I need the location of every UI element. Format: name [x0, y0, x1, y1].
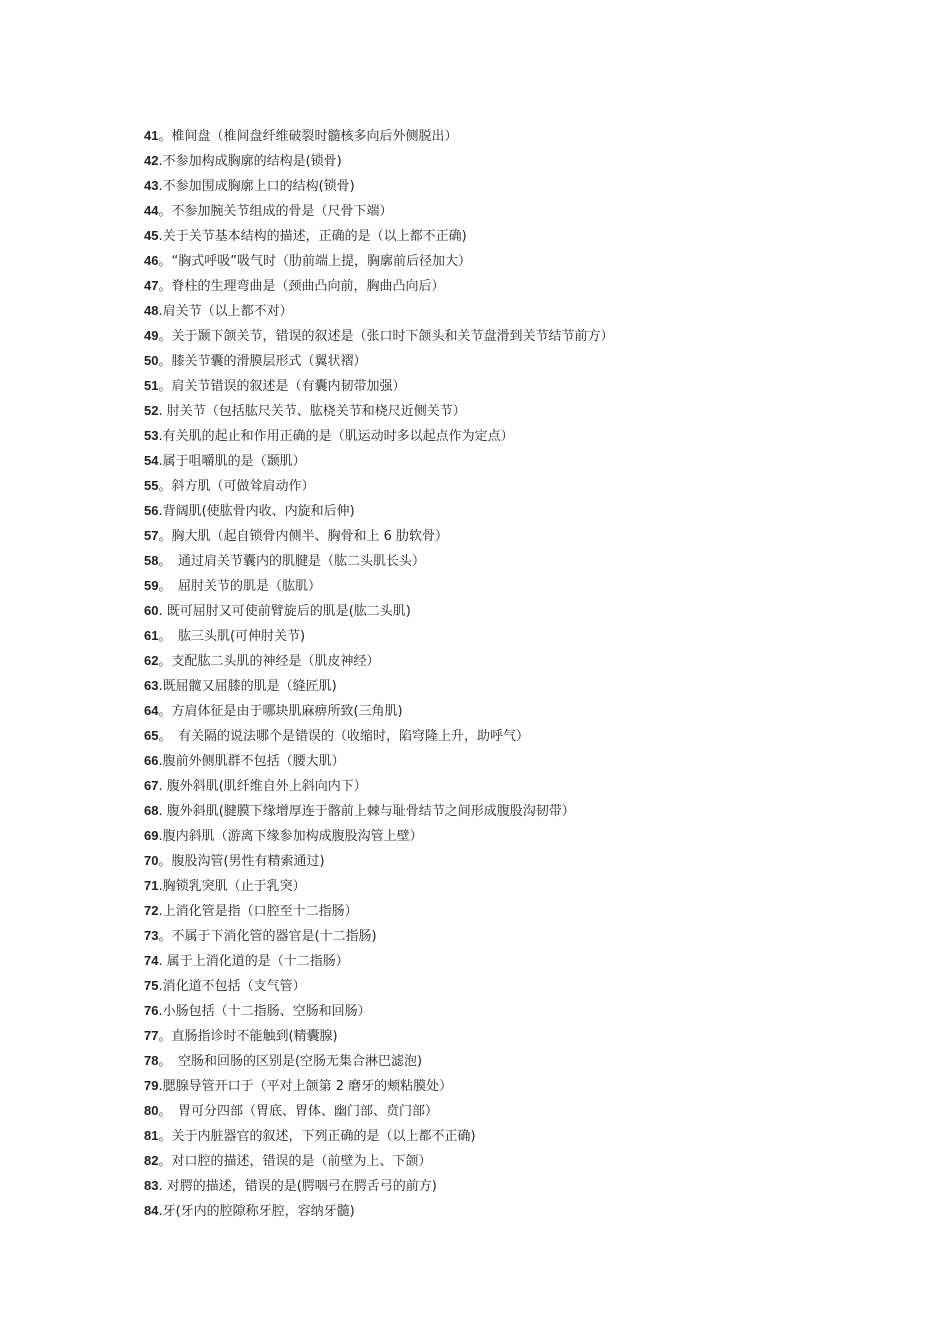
list-item	[144, 598, 864, 623]
list-item	[144, 998, 864, 1023]
item-text: . 腹外斜肌(肌纤维自外上斜向内下）	[158, 779, 367, 794]
item-number: 76	[144, 1003, 159, 1018]
list-item	[144, 298, 864, 323]
item-number: 45	[144, 228, 159, 243]
item-text: 。脊柱的生理弯曲是（颈曲凸向前，胸曲凸向后）	[158, 279, 445, 294]
item-number: 46	[144, 253, 159, 268]
item-number: 49	[144, 328, 159, 343]
list-item	[144, 1173, 864, 1198]
list-item	[144, 123, 864, 148]
item-text: 。胸大肌（起自锁骨内侧半、胸骨和上 6 肋软骨）	[158, 529, 449, 544]
item-number: 65	[144, 728, 159, 743]
item-text: 。支配肱二头肌的神经是（肌皮神经）	[158, 654, 380, 669]
item-number: 83	[144, 1178, 159, 1193]
list-item	[144, 773, 864, 798]
list-item	[144, 323, 864, 348]
item-number: 56	[144, 503, 159, 518]
list-item	[144, 1198, 864, 1223]
item-text: .不参加围成胸廓上口的结构(锁骨)	[158, 179, 355, 194]
item-number: 43	[144, 178, 159, 193]
item-text: 。斜方肌（可做耸肩动作）	[158, 479, 315, 494]
item-number: 68	[144, 803, 159, 818]
list-item	[144, 648, 864, 673]
item-text: .不参加构成胸廓的结构是(锁骨)	[158, 154, 342, 169]
item-number: 75	[144, 978, 159, 993]
item-number: 44	[144, 203, 159, 218]
item-text: .消化道不包括（支气管）	[158, 979, 306, 994]
item-text: 。 通过肩关节囊内的肌腱是（肱二头肌长头）	[158, 554, 425, 569]
item-text: .上消化管是指（口腔至十二指肠）	[158, 904, 358, 919]
list-item	[144, 798, 864, 823]
item-number: 61	[144, 628, 159, 643]
item-number: 60	[144, 603, 159, 618]
list-item	[144, 748, 864, 773]
item-number: 55	[144, 478, 159, 493]
item-number: 64	[144, 703, 159, 718]
item-text: 。椎间盘（椎间盘纤维破裂时髓核多向后外侧脱出）	[158, 129, 458, 144]
item-text: .腹前外侧肌群不包括（腰大肌）	[158, 754, 345, 769]
item-number: 63	[144, 678, 159, 693]
item-text: 。“胸式呼吸”吸气时（肋前端上提，胸廓前后径加大）	[158, 254, 471, 269]
item-number: 52	[144, 403, 159, 418]
item-text: .腮腺导管开口于（平对上颌第 2 磨牙的颊粘膜处）	[158, 1079, 453, 1094]
list-item	[144, 173, 864, 198]
item-text: 。 胃可分四部（胃底、胃体、幽门部、贲门部）	[158, 1104, 438, 1119]
item-text: 。关于内脏器官的叙述，下列正确的是（以上都不正确)	[158, 1129, 476, 1144]
list-item	[144, 498, 864, 523]
item-number: 80	[144, 1103, 159, 1118]
item-text: 。腹股沟管(男性有精索通过)	[158, 854, 325, 869]
list-item	[144, 398, 864, 423]
item-text: .有关肌的起止和作用正确的是（肌运动时多以起点作为定点）	[158, 429, 514, 444]
list-item	[144, 1073, 864, 1098]
list-item	[144, 523, 864, 548]
list-item	[144, 573, 864, 598]
item-text: . 肘关节（包括肱尺关节、肱桡关节和桡尺近侧关节）	[158, 404, 466, 419]
item-text: .牙(牙内的腔隙称牙腔，容纳牙髓)	[158, 1204, 355, 1219]
item-number: 67	[144, 778, 159, 793]
item-text: 。方肩体征是由于哪块肌麻痹所致(三角肌)	[158, 704, 403, 719]
item-number: 42	[144, 153, 159, 168]
item-number: 82	[144, 1153, 159, 1168]
question-list	[144, 123, 864, 1223]
item-text: . 既可屈肘又可使前臂旋后的肌是(肱二头肌)	[158, 604, 411, 619]
item-number: 71	[144, 878, 159, 893]
item-number: 74	[144, 953, 159, 968]
item-number: 78	[144, 1053, 159, 1068]
list-item	[144, 1098, 864, 1123]
item-number: 77	[144, 1028, 159, 1043]
list-item	[144, 823, 864, 848]
list-item	[144, 723, 864, 748]
list-item	[144, 1048, 864, 1073]
list-item	[144, 223, 864, 248]
item-text: . 腹外斜肌(腱膜下缘增厚连于髂前上棘与耻骨结节之间形成腹股沟韧带）	[158, 804, 575, 819]
item-number: 51	[144, 378, 159, 393]
item-number: 69	[144, 828, 159, 843]
item-text: 。对口腔的描述，错误的是（前壁为上、下颌）	[158, 1154, 432, 1169]
item-text: .腹内斜肌（游离下缘参加构成腹股沟管上壁）	[158, 829, 423, 844]
item-number: 84	[144, 1203, 159, 1218]
item-text: 。直肠指诊时不能触到(精囊腺)	[158, 1029, 338, 1044]
item-number: 70	[144, 853, 159, 868]
item-text: 。 空肠和回肠的区别是(空肠无集合淋巴滤泡)	[158, 1054, 423, 1069]
item-text: 。 肱三头肌(可伸肘关节)	[158, 629, 306, 644]
list-item	[144, 698, 864, 723]
item-number: 79	[144, 1078, 159, 1093]
list-item	[144, 623, 864, 648]
list-item	[144, 148, 864, 173]
item-number: 53	[144, 428, 159, 443]
item-text: .既屈髋又屈膝的肌是（缝匠肌)	[158, 679, 337, 694]
list-item	[144, 473, 864, 498]
list-item	[144, 248, 864, 273]
item-text: .属于咀嚼肌的是（颞肌）	[158, 454, 306, 469]
list-item	[144, 548, 864, 573]
item-number: 81	[144, 1128, 159, 1143]
item-number: 66	[144, 753, 159, 768]
list-item	[144, 448, 864, 473]
item-number: 50	[144, 353, 159, 368]
item-number: 54	[144, 453, 159, 468]
item-text: 。肩关节错误的叙述是（有囊内韧带加强）	[158, 379, 406, 394]
list-item	[144, 273, 864, 298]
item-text: 。 有关隔的说法哪个是错误的（收缩时，陷穹隆上升，助呼气）	[158, 729, 529, 744]
item-text: 。关于颞下颌关节，错误的叙述是（张口时下颌头和关节盘滑到关节结节前方）	[158, 329, 614, 344]
list-item	[144, 348, 864, 373]
list-item	[144, 198, 864, 223]
item-text: 。不参加腕关节组成的骨是（尺骨下端）	[158, 204, 393, 219]
item-number: 62	[144, 653, 159, 668]
item-number: 58	[144, 553, 159, 568]
item-text: .关于关节基本结构的描述，正确的是（以上都不正确)	[158, 229, 467, 244]
item-text: . 属于上消化道的是（十二指肠）	[158, 954, 349, 969]
item-text: 。不属于下消化管的器官是(十二指肠)	[158, 929, 377, 944]
list-item	[144, 873, 864, 898]
item-number: 41	[144, 128, 159, 143]
item-text: .肩关节（以上都不对）	[158, 304, 293, 319]
list-item	[144, 898, 864, 923]
item-text: 。膝关节囊的滑膜层形式（翼状褶）	[158, 354, 367, 369]
item-text: . 对腭的描述，错误的是(腭咽弓在腭舌弓的前方)	[158, 1179, 437, 1194]
list-item	[144, 1123, 864, 1148]
list-item	[144, 848, 864, 873]
item-number: 57	[144, 528, 159, 543]
list-item	[144, 1148, 864, 1173]
item-text: 。 屈肘关节的肌是（肱肌）	[158, 579, 321, 594]
list-item	[144, 973, 864, 998]
item-number: 72	[144, 903, 159, 918]
list-item	[144, 923, 864, 948]
item-text: .胸锁乳突肌（止于乳突）	[158, 879, 306, 894]
item-number: 73	[144, 928, 159, 943]
list-item	[144, 373, 864, 398]
item-number: 48	[144, 303, 159, 318]
list-item	[144, 423, 864, 448]
item-text: .小肠包括（十二指肠、空肠和回肠）	[158, 1004, 371, 1019]
item-number: 59	[144, 578, 159, 593]
list-item	[144, 1023, 864, 1048]
list-item	[144, 948, 864, 973]
item-number: 47	[144, 278, 159, 293]
list-item	[144, 673, 864, 698]
item-text: .背阔肌(使肱骨内收、内旋和后伸)	[158, 504, 355, 519]
